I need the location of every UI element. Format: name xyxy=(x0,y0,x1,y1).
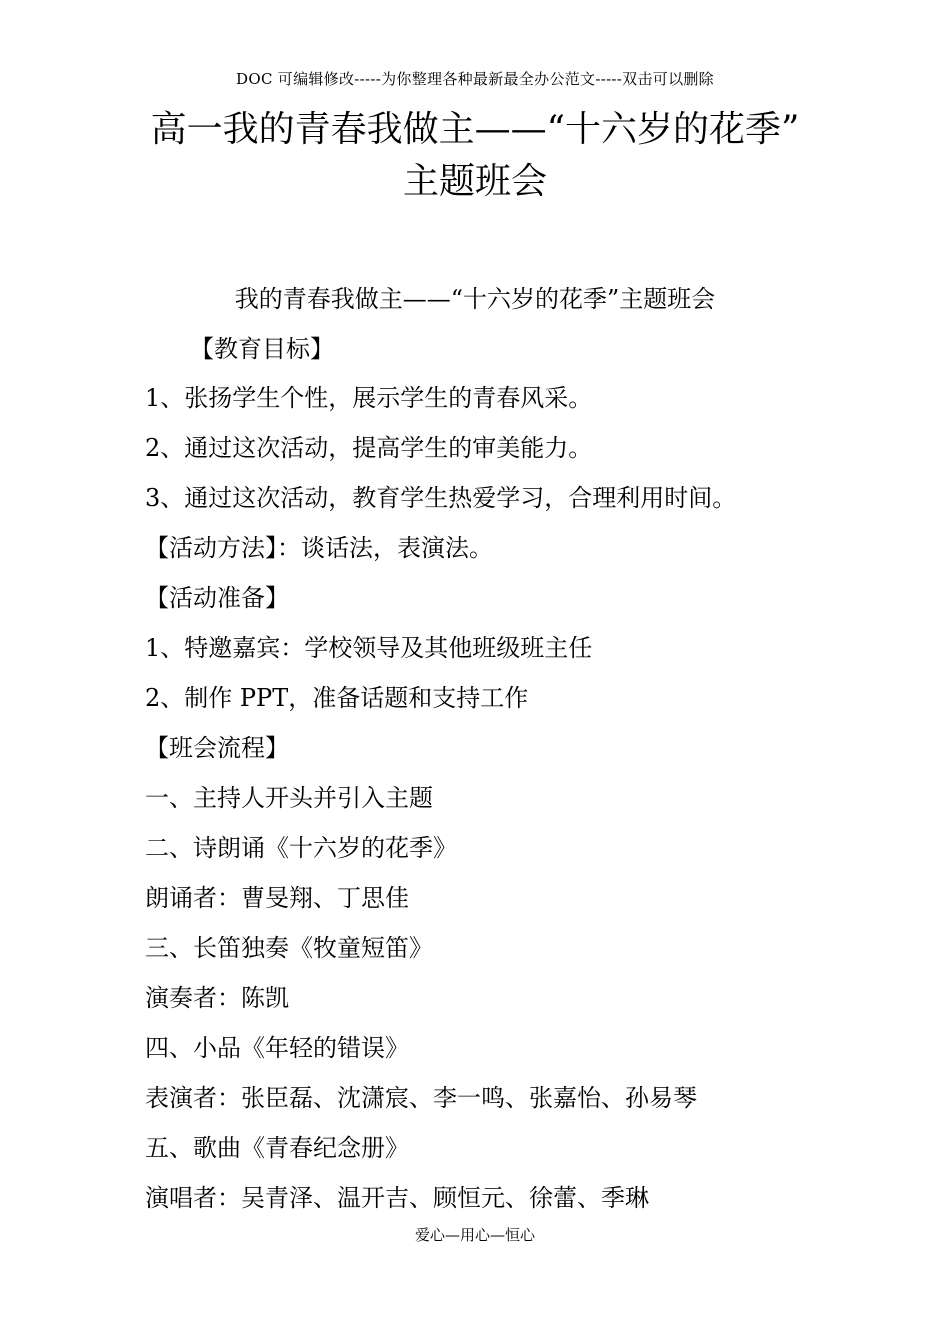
document-subtitle: 我的青春我做主——“十六岁的花季”主题班会 xyxy=(234,285,716,313)
body-text xyxy=(145,382,905,1232)
body-line: 2、制作 PPT，准备话题和支持工作 xyxy=(145,684,529,712)
performer-line: 演奏者：陈凯 xyxy=(145,984,289,1012)
program-item: 五、歌曲《青春纪念册》 xyxy=(145,1134,409,1162)
activity-prep-heading: 【活动准备】 xyxy=(145,584,289,612)
performer-line: 表演者：张臣磊、沈潇宸、李一鸣、张嘉怡、孙易琴 xyxy=(145,1084,697,1112)
education-goal-heading: 【教育目标】 xyxy=(190,335,334,363)
document-title xyxy=(0,104,950,208)
meeting-flow-heading: 【班会流程】 xyxy=(145,734,289,762)
program-item: 三、长笛独奏《牧童短笛》 xyxy=(145,934,433,962)
program-item: 一、主持人开头并引入主题 xyxy=(145,784,433,812)
body-line: 3、通过这次活动，教育学生热爱学习，合理利用时间。 xyxy=(145,484,737,512)
body-line: 1、张扬学生个性，展示学生的青春风采。 xyxy=(145,384,593,412)
program-item: 二、诗朗诵《十六岁的花季》 xyxy=(145,834,457,862)
body-line: 1、特邀嘉宾：学校领导及其他班级班主任 xyxy=(145,634,593,662)
program-item: 四、小品《年轻的错误》 xyxy=(145,1034,409,1062)
performer-line: 演唱者：吴青泽、温开吉、顾恒元、徐蕾、季琳 xyxy=(145,1184,649,1212)
performer-line: 朗诵者：曹旻翔、丁思佳 xyxy=(145,884,409,912)
activity-method-line: 【活动方法】：谈话法，表演法。 xyxy=(145,534,493,562)
page-footer: 爱心—用心—恒心 xyxy=(414,1226,535,1244)
title-line-2: 主题班会 xyxy=(402,161,547,202)
body-line: 2、通过这次活动，提高学生的审美能力。 xyxy=(145,434,593,462)
title-line-1: 高一我的青春我做主——“十六岁的花季” xyxy=(150,109,800,150)
page-header: DOC 可编辑修改-----为你整理各种最新最全办公范文-----双击可以删除 xyxy=(236,70,714,88)
